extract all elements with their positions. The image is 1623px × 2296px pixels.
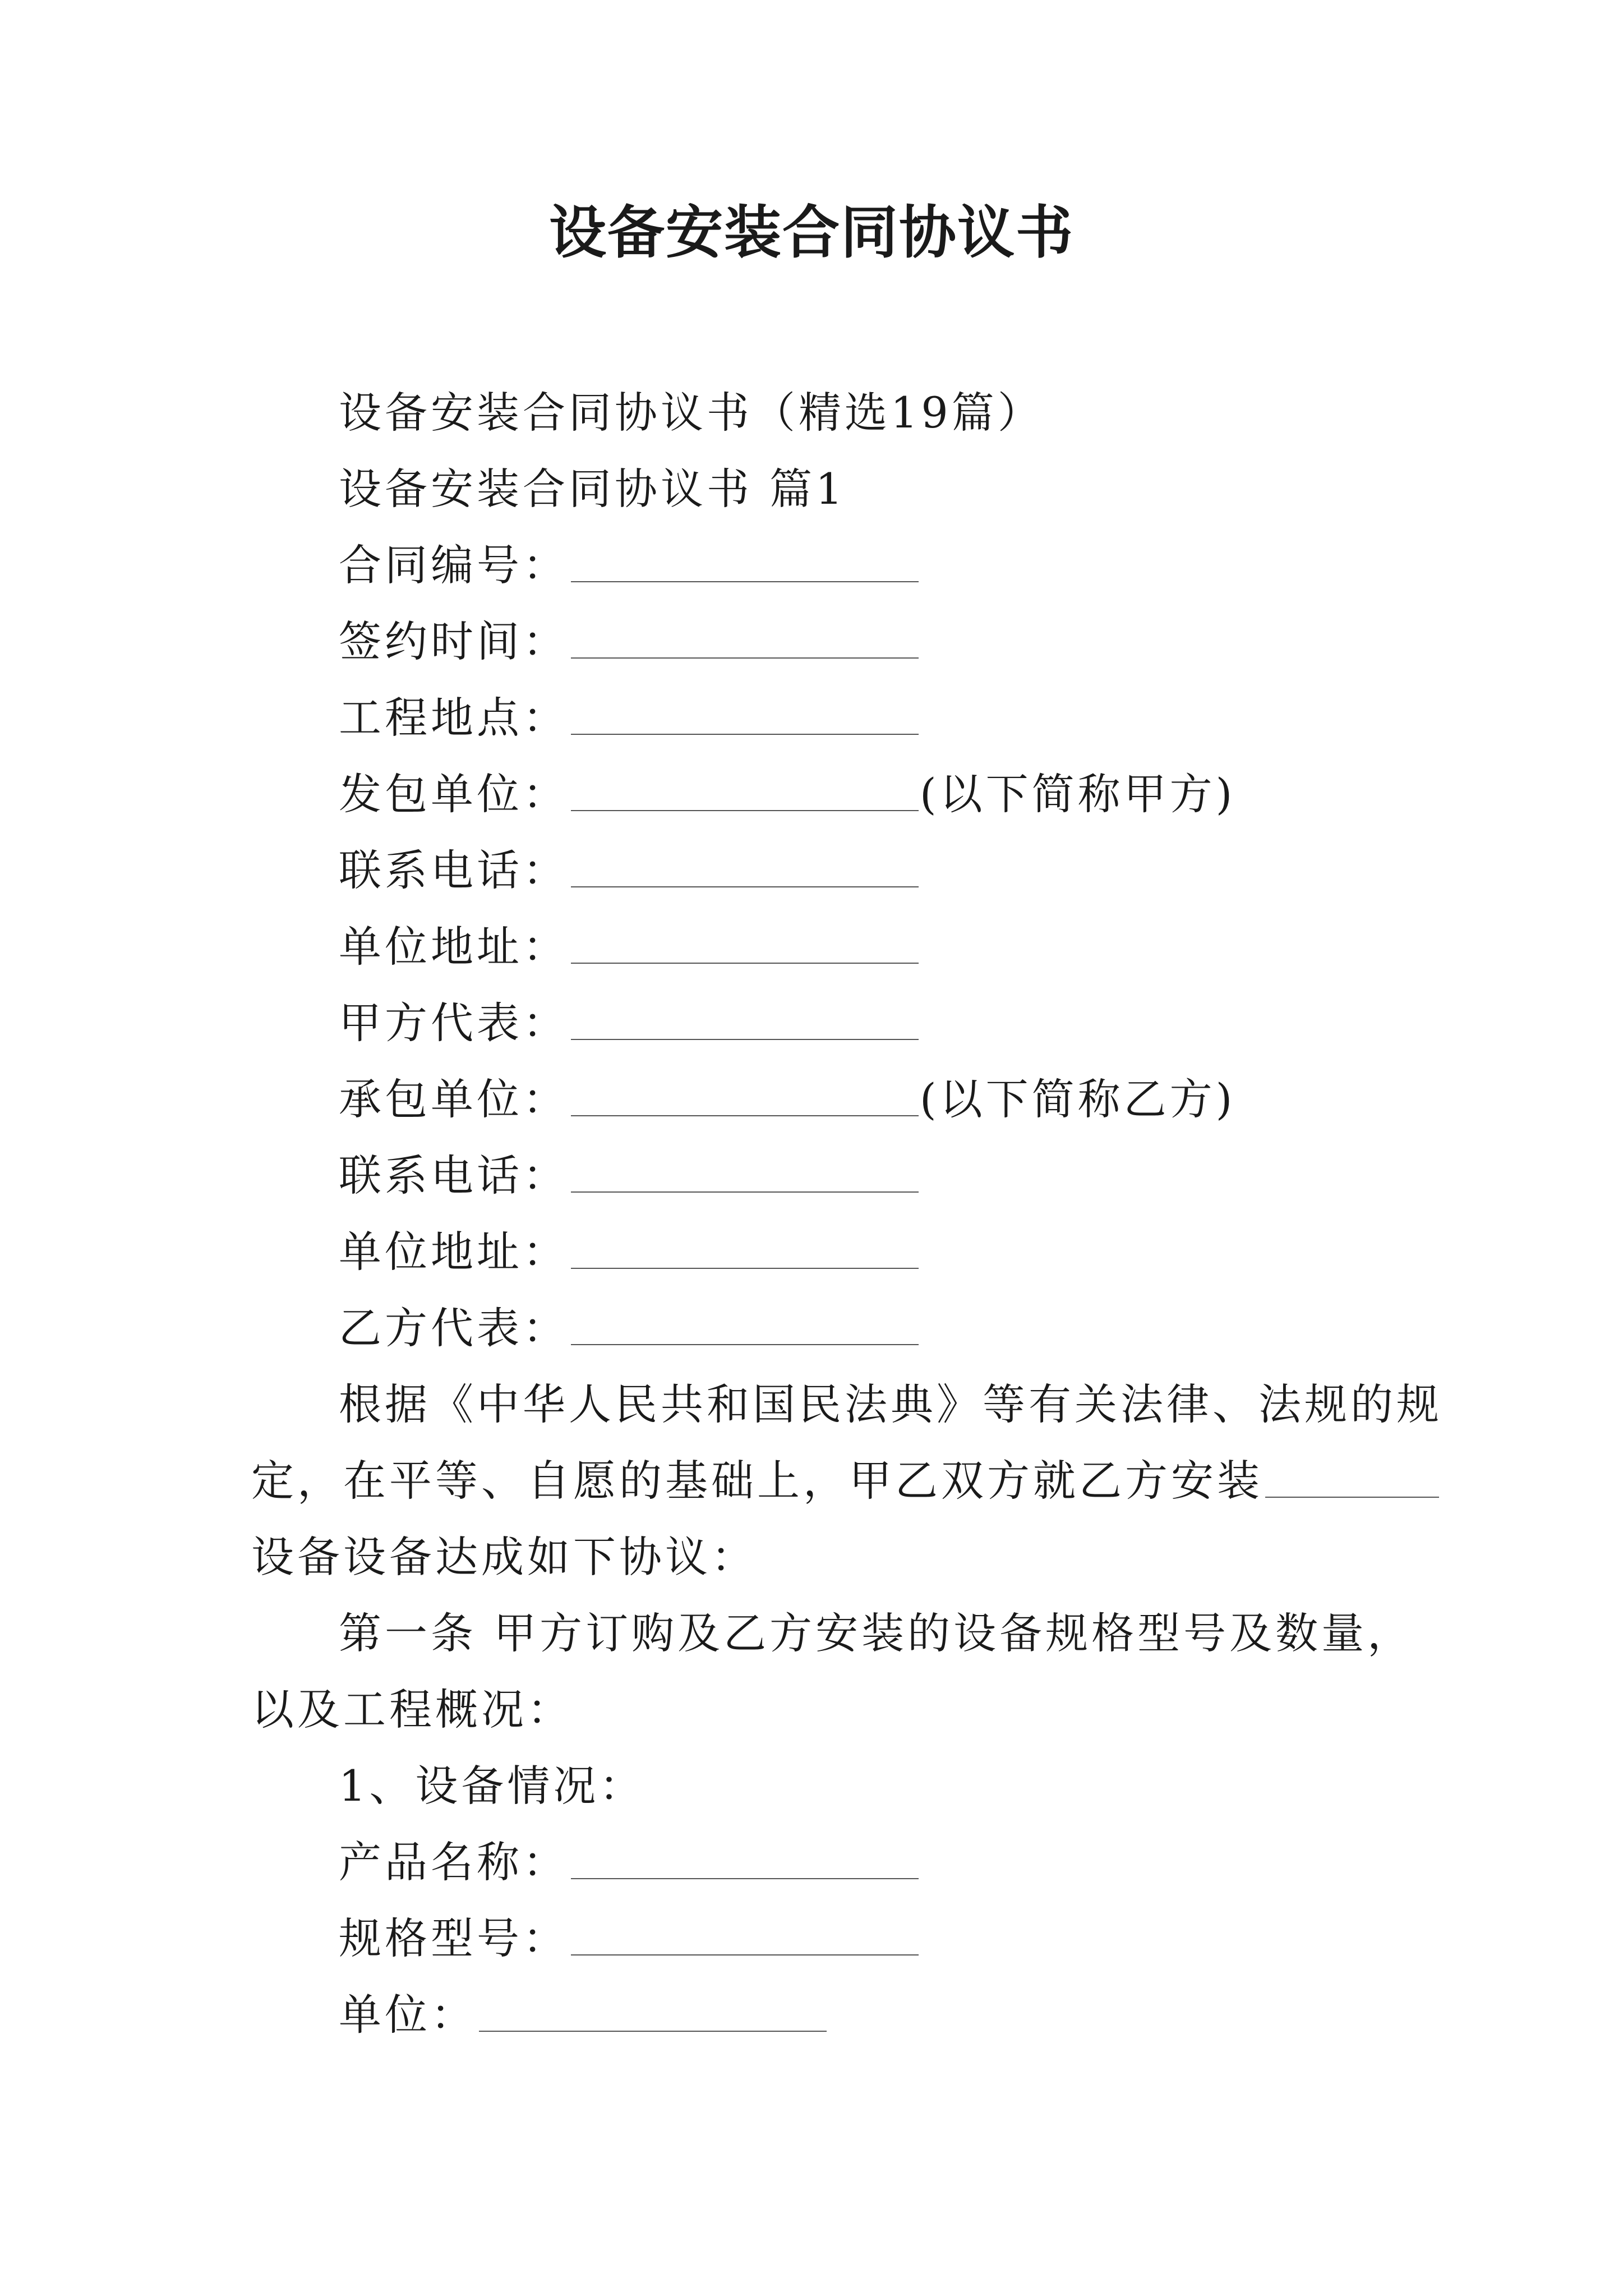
equipment-fields (251, 1824, 1384, 2053)
paragraph-1-line-2 (251, 1443, 1384, 1519)
paragraph-1-line-3: 设备设备达成如下协议： (251, 1532, 757, 1582)
form-field-row (251, 680, 1384, 756)
form-field-blank[interactable] (571, 1076, 919, 1116)
paragraph-1-line-1: 根据《中华人民共和国民法典》等有关法律、法规的规 (339, 1379, 1442, 1429)
form-field-row (251, 1061, 1384, 1138)
form-field-blank[interactable] (571, 923, 919, 964)
form-field-row (251, 527, 1384, 604)
form-field-blank[interactable] (571, 847, 919, 887)
form-field-label: 单位地址： (339, 1227, 569, 1277)
form-field-row (251, 985, 1384, 1061)
form-field-blank[interactable] (571, 1228, 919, 1269)
party-suffix: (以下简称乙方) (920, 1074, 1236, 1124)
article-1-line-1: 第一条 甲方订购及乙方安装的设备规格型号及数量， (339, 1608, 1414, 1658)
form-field-row (251, 1977, 1384, 2053)
form-field-blank[interactable] (571, 1000, 919, 1040)
form-field-blank[interactable] (571, 771, 919, 811)
article-1-line-2: 以及工程概况： (251, 1685, 573, 1734)
form-field-label: 单位： (339, 1990, 477, 2040)
form-field-blank[interactable] (479, 1991, 827, 2032)
form-field-label: 联系电话： (339, 845, 569, 895)
form-field-label: 联系电话： (339, 1151, 569, 1200)
form-field-label: 合同编号： (339, 540, 569, 590)
form-field-blank[interactable] (571, 1305, 919, 1345)
form-field-label: 签约时间： (339, 616, 569, 666)
form-field-label: 乙方代表： (339, 1303, 569, 1353)
document-title: 设备安装合同协议书 (549, 199, 1074, 266)
equipment-blank[interactable] (1265, 1457, 1439, 1498)
form-field-blank[interactable] (571, 694, 919, 735)
header-fields (251, 527, 1384, 1366)
form-field-label: 发包单位： (339, 769, 569, 819)
section-heading: 设备安装合同协议书 篇1 (339, 464, 846, 514)
form-field-row (251, 1824, 1384, 1901)
form-field-blank[interactable] (571, 1152, 919, 1193)
form-field-row (251, 756, 1384, 832)
form-field-row (251, 1138, 1384, 1214)
form-field-label: 产品名称： (339, 1837, 569, 1887)
form-field-row (251, 832, 1384, 909)
form-field-blank[interactable] (571, 618, 919, 659)
form-field-row (251, 1214, 1384, 1290)
form-field-row (251, 909, 1384, 985)
document-body (251, 375, 1442, 2053)
paragraph-1-line-2-text: 定，在平等、自愿的基础上，甲乙双方就乙方安装 (251, 1456, 1263, 1506)
form-field-label: 规格型号： (339, 1913, 569, 1963)
item-1-heading: 1、设备情况： (339, 1761, 645, 1811)
form-field-label: 承包单位： (339, 1074, 569, 1124)
form-field-row (251, 604, 1384, 680)
form-field-blank[interactable] (571, 1839, 919, 1879)
party-suffix: (以下简称甲方) (920, 769, 1236, 819)
form-field-blank[interactable] (571, 542, 919, 582)
form-field-row (251, 1290, 1384, 1366)
form-field-label: 甲方代表： (339, 998, 569, 1048)
form-field-label: 工程地点： (339, 693, 569, 743)
subtitle: 设备安装合同协议书（精选19篇） (339, 388, 1044, 438)
form-field-row (251, 1901, 1384, 1977)
form-field-label: 单位地址： (339, 922, 569, 972)
form-field-blank[interactable] (571, 1915, 919, 1955)
